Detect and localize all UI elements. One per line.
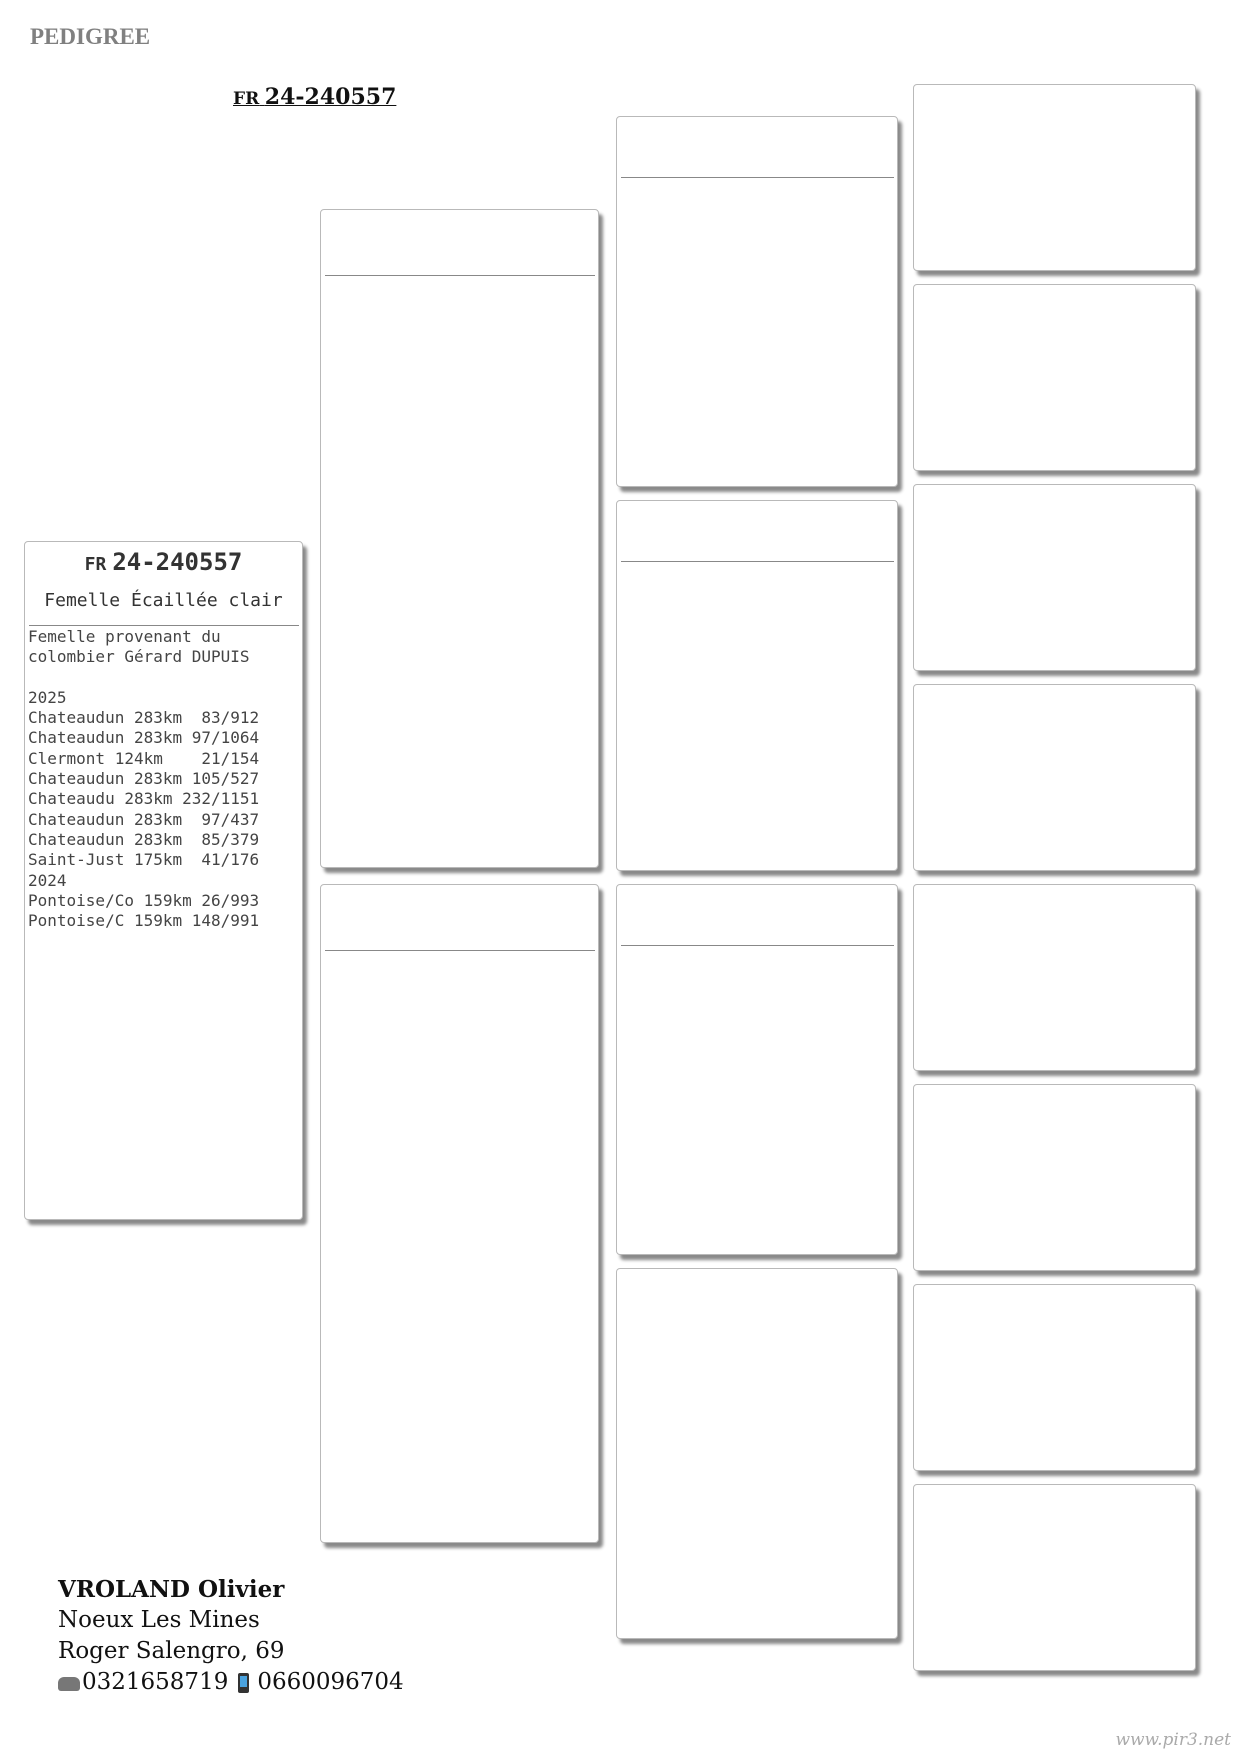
header-ring-number xyxy=(233,84,396,110)
divider xyxy=(621,561,894,562)
divider xyxy=(325,950,595,951)
great-grandparent-card xyxy=(913,684,1196,871)
main-bird-ring xyxy=(25,548,302,576)
watermark: www.pir3.net xyxy=(1115,1730,1231,1750)
telephone-icon xyxy=(58,1677,80,1691)
main-bird-country: FR xyxy=(84,554,107,575)
owner-street: Roger Salengro, 69 xyxy=(58,1638,285,1664)
owner-phone: 0321658719 xyxy=(82,1669,229,1695)
great-grandparent-card xyxy=(913,484,1196,671)
divider xyxy=(325,275,595,276)
owner-city: Noeux Les Mines xyxy=(58,1607,260,1633)
grandparent-card xyxy=(616,1268,898,1639)
ring-country-code: FR xyxy=(233,89,260,109)
great-grandparent-card xyxy=(913,1484,1196,1671)
mobile-phone-icon xyxy=(238,1673,249,1693)
great-grandparent-card xyxy=(913,1284,1196,1471)
owner-mobile: 0660096704 xyxy=(257,1669,404,1695)
great-grandparent-card xyxy=(913,284,1196,471)
divider xyxy=(621,177,894,178)
grandparent-card xyxy=(616,116,898,487)
sire-card xyxy=(320,209,599,868)
main-bird-notes: Femelle provenant du colombier Gérard DUPUIS 2025 Chateaudun 283km 83/912 Chateaudun 283km 97/1064 Clermont 124km 21/154 Chateaudun 283km 105/527 Chateaudu 283km 232/1151 Chateaudun 283km 97/437 Chateaudun 283km 85/379 Saint-Just 175km 41/176 2024 Pontoise/Co 159km 26/993 Pontoise/C 159km 148/991 xyxy=(28,627,260,931)
divider xyxy=(621,945,894,946)
owner-name: VROLAND Olivier xyxy=(58,1576,285,1603)
owner-info xyxy=(58,1574,404,1698)
main-bird-ring-number: 24-240557 xyxy=(112,548,243,576)
owner-phones xyxy=(58,1667,404,1698)
great-grandparent-card xyxy=(913,884,1196,1071)
page-title: PEDIGREE xyxy=(30,24,151,49)
divider xyxy=(29,625,299,626)
dam-card xyxy=(320,884,599,1543)
grandparent-card xyxy=(616,884,898,1255)
main-bird-card xyxy=(24,541,303,1220)
ring-number: 24-240557 xyxy=(264,84,397,110)
grandparent-card xyxy=(616,500,898,871)
main-bird-description: Femelle Écaillée clair xyxy=(44,590,283,611)
main-bird-header xyxy=(25,548,302,611)
great-grandparent-card xyxy=(913,1084,1196,1271)
great-grandparent-card xyxy=(913,84,1196,271)
